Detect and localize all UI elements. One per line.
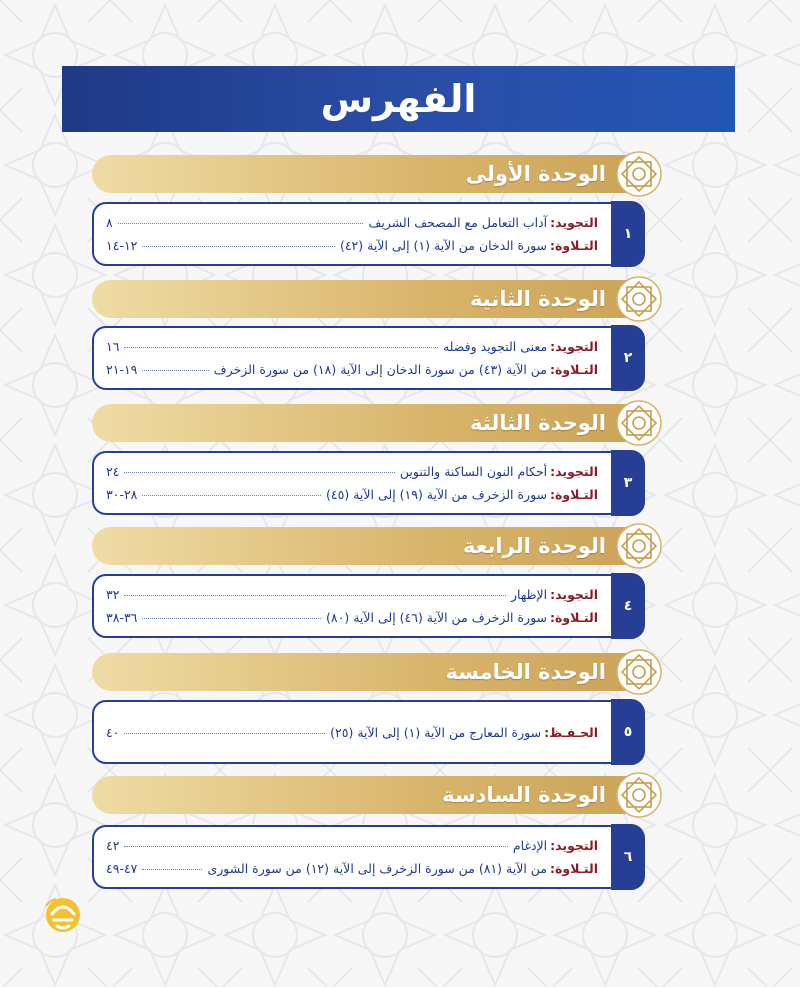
dotted-leader: [118, 223, 364, 224]
unit-header: [92, 527, 660, 565]
entry-label: التجويد:: [550, 464, 598, 479]
toc-entry[interactable]: [106, 339, 598, 354]
unit-number-tab: ٤: [611, 573, 645, 639]
unit-header: [92, 155, 660, 193]
ornament-star-icon: [616, 151, 662, 197]
toc-entry[interactable]: [106, 725, 598, 740]
unit-title: الوحدة الخامسة: [445, 660, 606, 684]
entry-text: الإظهار: [510, 587, 548, 602]
unit-contents-card: [92, 700, 644, 764]
entry-text: من الآية (٤٣) من سورة الدخان إلى الآية (١٨) من سورة الزخرف: [213, 362, 547, 377]
page-number: ٨: [106, 215, 113, 230]
dotted-leader: [124, 472, 394, 473]
dotted-leader: [142, 869, 202, 870]
toc-entry[interactable]: [106, 587, 598, 602]
dotted-leader: [124, 733, 325, 734]
entry-label: التجويد:: [550, 838, 598, 853]
unit-contents-card: [92, 574, 644, 638]
page-number: ٤٧-٤٩: [106, 861, 138, 876]
toc-entry[interactable]: [106, 610, 598, 625]
unit-title: الوحدة الرابعة: [462, 534, 606, 558]
entry-text: سورة الدخان من الآية (١) إلى الآية (٤٢): [339, 238, 547, 253]
unit-header: [92, 776, 660, 814]
ornament-star-icon: [616, 523, 662, 569]
page-number: ٣٢: [106, 587, 120, 602]
ornament-star-icon: [616, 400, 662, 446]
unit-header: [92, 653, 660, 691]
page-number: ٤٠: [106, 724, 120, 740]
index-banner: [62, 66, 735, 132]
unit-title: الوحدة الثانية: [470, 287, 606, 311]
toc-entry[interactable]: [106, 215, 598, 230]
dotted-leader: [124, 846, 507, 847]
entry-text: سورة الزخرف من الآية (٤٦) إلى الآية (٨٠): [326, 610, 547, 625]
page-number: ٢٨-٣٠: [106, 487, 138, 502]
toc-entry[interactable]: [106, 838, 598, 853]
toc-entry[interactable]: [106, 362, 598, 377]
entry-label: التـلاوة:: [550, 610, 598, 625]
entry-text: سورة المعارج من الآية (١) إلى الآية (٢٥): [330, 724, 542, 740]
page-number: ١٦: [106, 339, 120, 354]
entry-label: التجويد:: [550, 587, 598, 602]
entry-text: الإدغام: [512, 838, 548, 853]
page-title: الفهرس: [320, 77, 477, 121]
ornament-star-icon: [616, 772, 662, 818]
dotted-leader: [142, 495, 321, 496]
entry-text: أحكام النون الساكنة والتنوين: [399, 464, 548, 479]
entry-text: من الآية (٨١) من سورة الزخرف إلى الآية (١٢) من سورة الشورى: [207, 861, 547, 876]
unit-contents-card: [92, 202, 644, 266]
toc-entry[interactable]: [106, 464, 598, 479]
ornament-star-icon: [616, 276, 662, 322]
entry-label: التـلاوة:: [550, 362, 598, 377]
unit-contents-card: [92, 825, 644, 889]
unit-header: [92, 280, 660, 318]
unit-contents-card: [92, 451, 644, 515]
unit-number-tab: ١: [611, 201, 645, 267]
publisher-logo-icon: [40, 892, 86, 938]
entry-label: التـلاوة:: [550, 487, 598, 502]
entry-text: سورة الزخرف من الآية (١٩) إلى الآية (٤٥): [326, 487, 547, 502]
dotted-leader: [142, 246, 335, 247]
dotted-leader: [142, 618, 321, 619]
page-number: ٢٤: [106, 464, 120, 479]
toc-entry[interactable]: [106, 861, 598, 876]
unit-number-tab: ٦: [611, 824, 645, 890]
unit-title: الوحدة الأولى: [465, 162, 606, 186]
dotted-leader: [124, 595, 506, 596]
unit-header: [92, 404, 660, 442]
entry-label: التـلاوة:: [550, 861, 598, 876]
page-number: ٤٢: [106, 838, 120, 853]
unit-title: الوحدة الثالثة: [470, 411, 606, 435]
unit-number-tab: ٢: [611, 325, 645, 391]
toc-entry[interactable]: [106, 487, 598, 502]
page-number: ٣٦-٣٨: [106, 610, 138, 625]
dotted-leader: [142, 370, 208, 371]
unit-contents-card: [92, 326, 644, 390]
toc-entry[interactable]: [106, 238, 598, 253]
entry-label: التجويد:: [550, 215, 598, 230]
ornament-star-icon: [616, 649, 662, 695]
page-number: ١٩-٢١: [106, 362, 138, 377]
unit-number-tab: ٣: [611, 450, 645, 516]
entry-text: آداب التعامل مع المصحف الشريف: [368, 215, 548, 230]
page-number: ١٢-١٤: [106, 238, 138, 253]
entry-text: معنى التجويد وفضله: [442, 339, 548, 354]
entry-label: التجويد:: [550, 339, 598, 354]
entry-label: الحـفـظ:: [544, 724, 598, 740]
unit-number-tab: ٥: [611, 699, 645, 765]
unit-title: الوحدة السادسة: [442, 783, 606, 807]
entry-label: التـلاوة:: [550, 238, 598, 253]
dotted-leader: [124, 347, 438, 348]
